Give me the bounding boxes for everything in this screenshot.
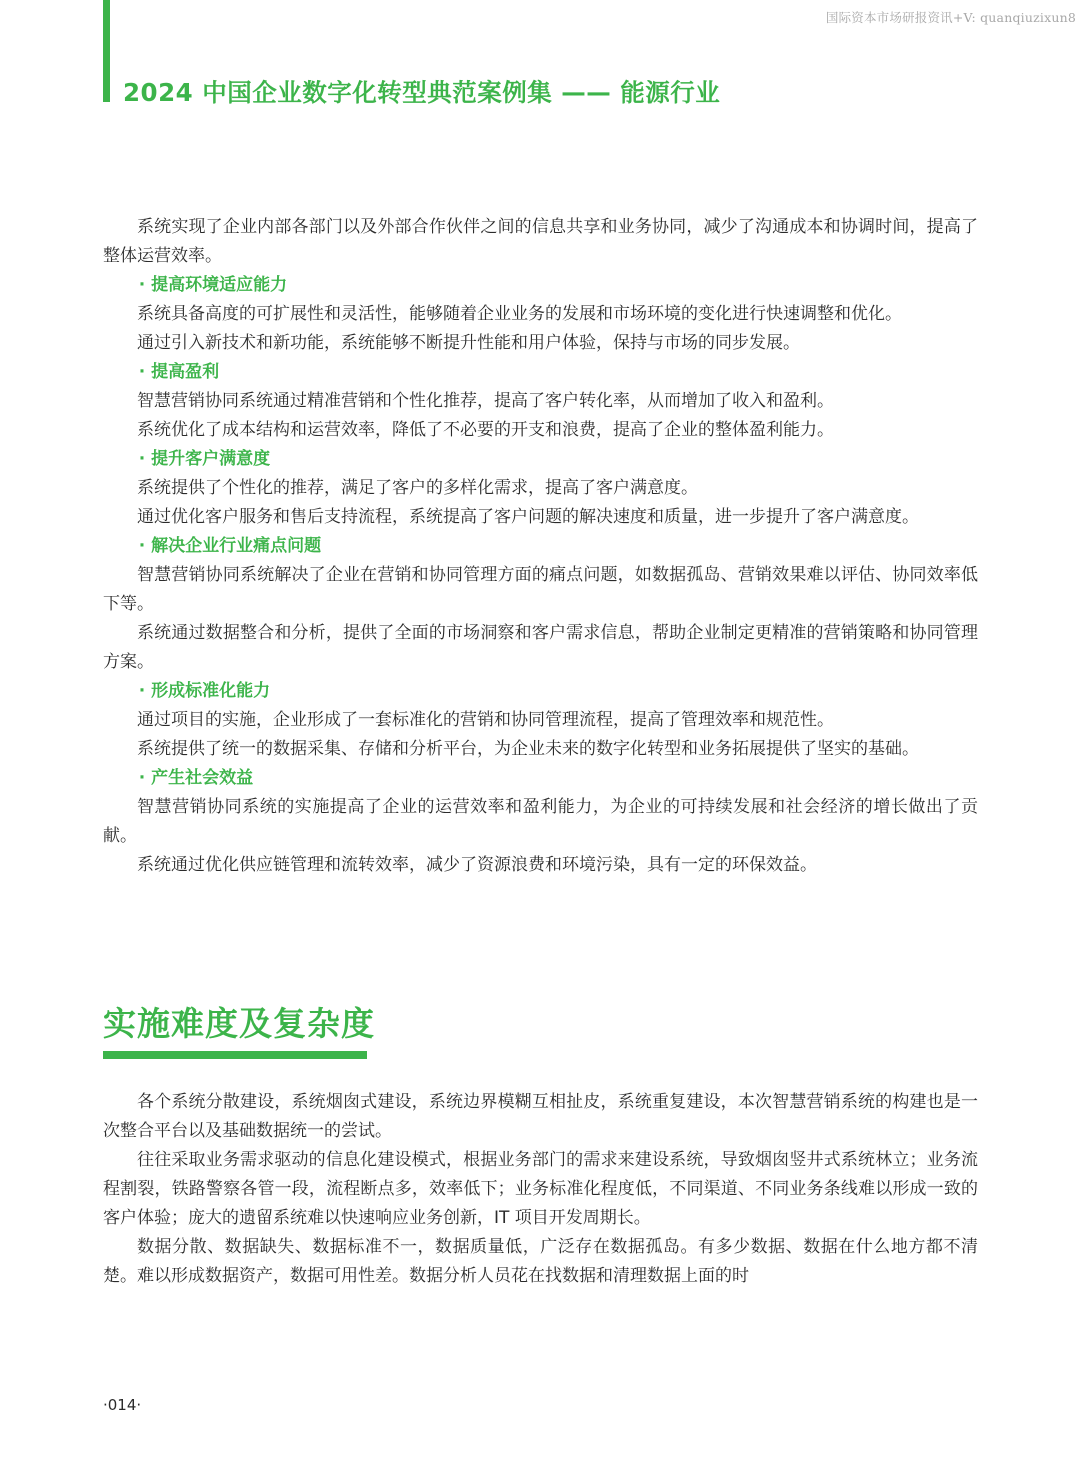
- body-paragraph: 通过优化客户服务和售后支持流程，系统提高了客户问题的解决速度和质量，进一步提升了客户满意度。: [137, 507, 919, 527]
- benefit-subheading: · 提升客户满意度: [138, 449, 271, 469]
- section-paragraph: 往往采取业务需求驱动的信息化建设模式，根据业务部门的需求来建设系统，导致烟囱竖井式系统林立；业务流程割裂，铁路警察各管一段，流程断点多，效率低下；业务标准化程度低，不同渠道、不同业务条线难以形成一致的客户体验；庞大的遗留系统难以快速响应业务创新，IT 项目开发周期长。: [103, 1150, 978, 1228]
- body-paragraph: 智慧营销协同系统的实施提高了企业的运营效率和盈利能力，为企业的可持续发展和社会经济的增长做出了贡献。: [103, 797, 978, 846]
- section-title-underline: [103, 1051, 367, 1059]
- body-paragraph: 通过项目的实施，企业形成了一套标准化的营销和协同管理流程，提高了管理效率和规范性。: [137, 710, 834, 730]
- header-accent-bar: [103, 0, 110, 102]
- benefit-subheading: · 形成标准化能力: [138, 681, 271, 701]
- benefit-subheading: · 提高盈利: [138, 362, 220, 382]
- body-paragraph: 通过引入新技术和新功能，系统能够不断提升性能和用户体验，保持与市场的同步发展。: [137, 333, 800, 353]
- document-title: 2024 中国企业数字化转型典范案例集 —— 能源行业: [123, 78, 721, 107]
- body-paragraph: 智慧营销协同系统通过精准营销和个性化推荐，提高了客户转化率，从而增加了收入和盈利。: [137, 391, 834, 411]
- section-paragraph: 各个系统分散建设，系统烟囱式建设，系统边界模糊互相扯皮，系统重复建设，本次智慧营销系统的构建也是一次整合平台以及基础数据统一的尝试。: [103, 1092, 978, 1141]
- body-paragraph: 系统通过数据整合和分析，提供了全面的市场洞察和客户需求信息，帮助企业制定更精准的营销策略和协同管理方案。: [103, 623, 978, 672]
- body-paragraph: 系统优化了成本结构和运营效率，降低了不必要的开支和浪费，提高了企业的整体盈利能力。: [137, 420, 834, 440]
- body-paragraph: 智慧营销协同系统解决了企业在营销和协同管理方面的痛点问题，如数据孤岛、营销效果难以评估、协同效率低下等。: [103, 565, 978, 614]
- section-title: 实施难度及复杂度: [103, 1004, 375, 1043]
- benefit-subheading: · 提高环境适应能力: [138, 275, 288, 295]
- main-body-text: [103, 213, 978, 880]
- body-paragraph: 系统通过优化供应链管理和流转效率，减少了资源浪费和环境污染，具有一定的环保效益。: [137, 855, 817, 875]
- body-paragraph: 系统具备高度的可扩展性和灵活性，能够随着企业业务的发展和市场环境的变化进行快速调整和优化。: [137, 304, 902, 324]
- section-body-text: [103, 1088, 978, 1291]
- page-number: ·014·: [103, 1396, 142, 1414]
- section-paragraph: 数据分散、数据缺失、数据标准不一，数据质量低，广泛存在数据孤岛。有多少数据、数据在什么地方都不清楚。难以形成数据资产，数据可用性差。数据分析人员花在找数据和清理数据上面的时: [103, 1237, 978, 1286]
- body-paragraph: 系统实现了企业内部各部门以及外部合作伙伴之间的信息共享和业务协同，减少了沟通成本和协调时间，提高了整体运营效率。: [103, 217, 978, 266]
- watermark-text: 国际资本市场研报资讯+V: quanqiuzixun8: [825, 10, 1076, 25]
- benefit-subheading: · 解决企业行业痛点问题: [138, 536, 322, 556]
- body-paragraph: 系统提供了统一的数据采集、存储和分析平台，为企业未来的数字化转型和业务拓展提供了坚实的基础。: [137, 739, 919, 759]
- benefit-subheading: · 产生社会效益: [138, 768, 254, 788]
- body-paragraph: 系统提供了个性化的推荐，满足了客户的多样化需求，提高了客户满意度。: [137, 478, 698, 498]
